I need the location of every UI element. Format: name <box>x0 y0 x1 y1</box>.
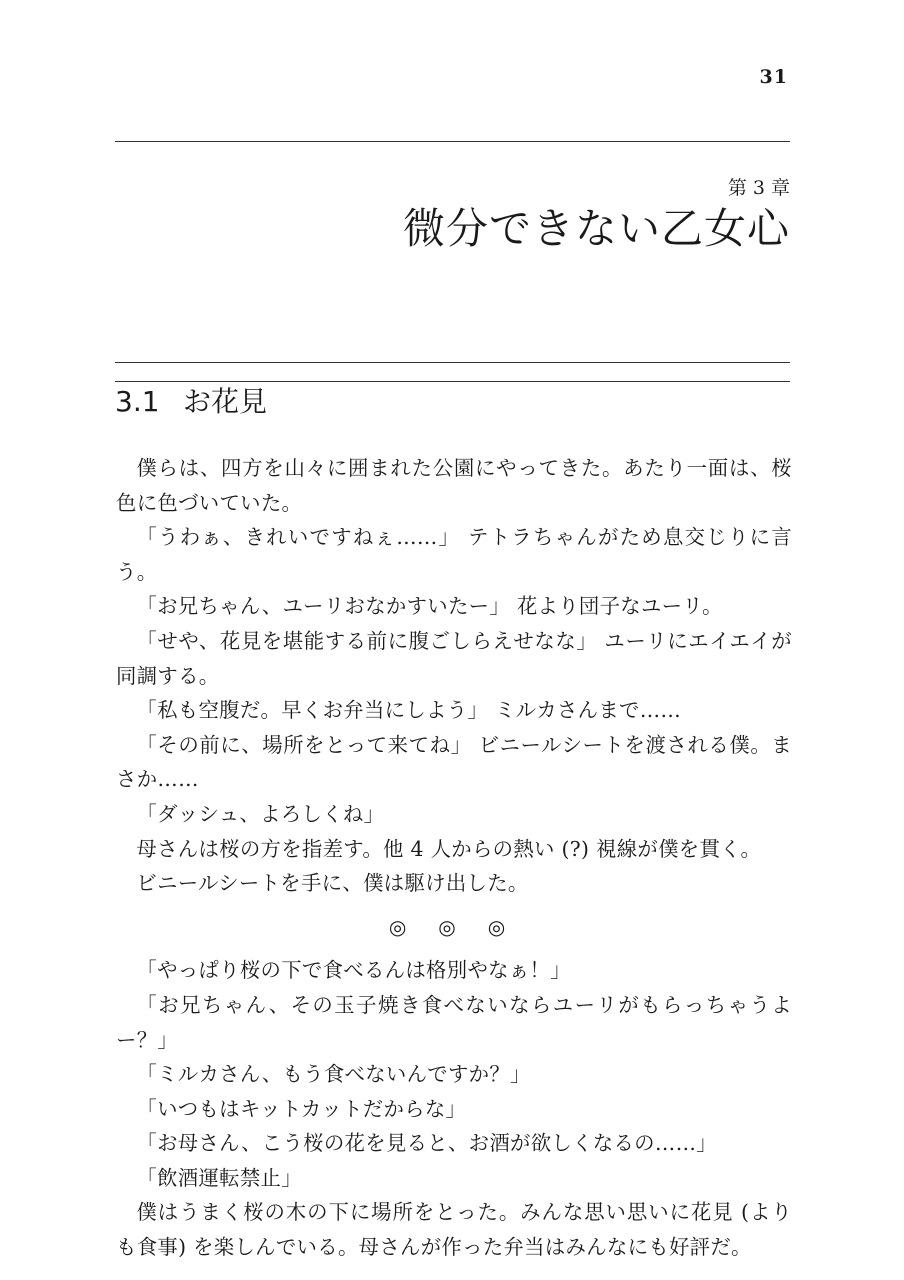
section-top-rule <box>115 362 790 363</box>
section-title: お花見 <box>183 385 268 418</box>
paragraph: 僕はうまく桜の木の下に場所をとった。みんな思い思いに花見 (よりも食事) を楽しんでいる。母さんが作った弁当はみんなにも好評だ。 <box>116 1200 793 1260</box>
paragraph: 「せや、花見を堪能する前に腹ごしらえせなな」 ユーリにエイエイが同調する。 <box>116 628 792 688</box>
paragraph: ビニールシートを手に、僕は駆け出した。 <box>136 871 529 896</box>
separator-mark: ◎ <box>487 914 520 939</box>
paragraph: 「その前に、場所をとって来てね」 ビニールシートを渡される僕。まさか…… <box>116 732 792 792</box>
paragraph: 僕らは、四方を山々に囲まれた公園にやってきた。あたり一面は、桜色に色づいていた。 <box>116 456 792 515</box>
chapter-top-rule <box>115 141 790 142</box>
separator-mark: ◎ <box>438 914 470 939</box>
paragraph: 「飲酒運転禁止」 <box>136 1165 302 1190</box>
paragraph: 「ミルカさん、もう食べないんですか？」 <box>136 1062 531 1087</box>
paragraph: 「うわぁ、きれいですねぇ……」 テトラちゃんがため息交じりに言う。 <box>116 525 792 584</box>
paragraph: 「私も空腹だ。早くお弁当にしよう」 ミルカさんまで…… <box>136 698 682 723</box>
chapter-label: 第 3 章 <box>727 177 790 199</box>
page-number: 31 <box>759 66 788 88</box>
section-number: 3.1 <box>115 385 160 418</box>
separator-mark: ◎ <box>388 914 421 939</box>
paragraph: 「ダッシュ、よろしくね」 <box>136 801 385 826</box>
section-heading <box>115 380 267 420</box>
paragraph: 母さんは桜の方を指差す。他 4 人からの熱い (?) 視線が僕を貫く。 <box>136 836 762 861</box>
paragraph: 「やっぱり桜の下で食べるんは格別やなぁ！」 <box>136 958 571 983</box>
paragraph: 「いつもはキットカットだからな」 <box>136 1096 467 1121</box>
chapter-title: 微分できない乙女心 <box>402 204 790 253</box>
scene-separator <box>116 910 792 945</box>
paragraph: 「お兄ちゃん、ユーリおなかすいたー」 花より団子なユーリ。 <box>136 594 723 619</box>
paragraph: 「お兄ちゃん、その玉子焼き食べないならユーリがもらっちゃうよー？」 <box>116 992 792 1052</box>
body-text <box>116 451 792 1265</box>
paragraph: 「お母さん、こう桜の花を見ると、お酒が欲しくなるの……」 <box>136 1131 717 1156</box>
